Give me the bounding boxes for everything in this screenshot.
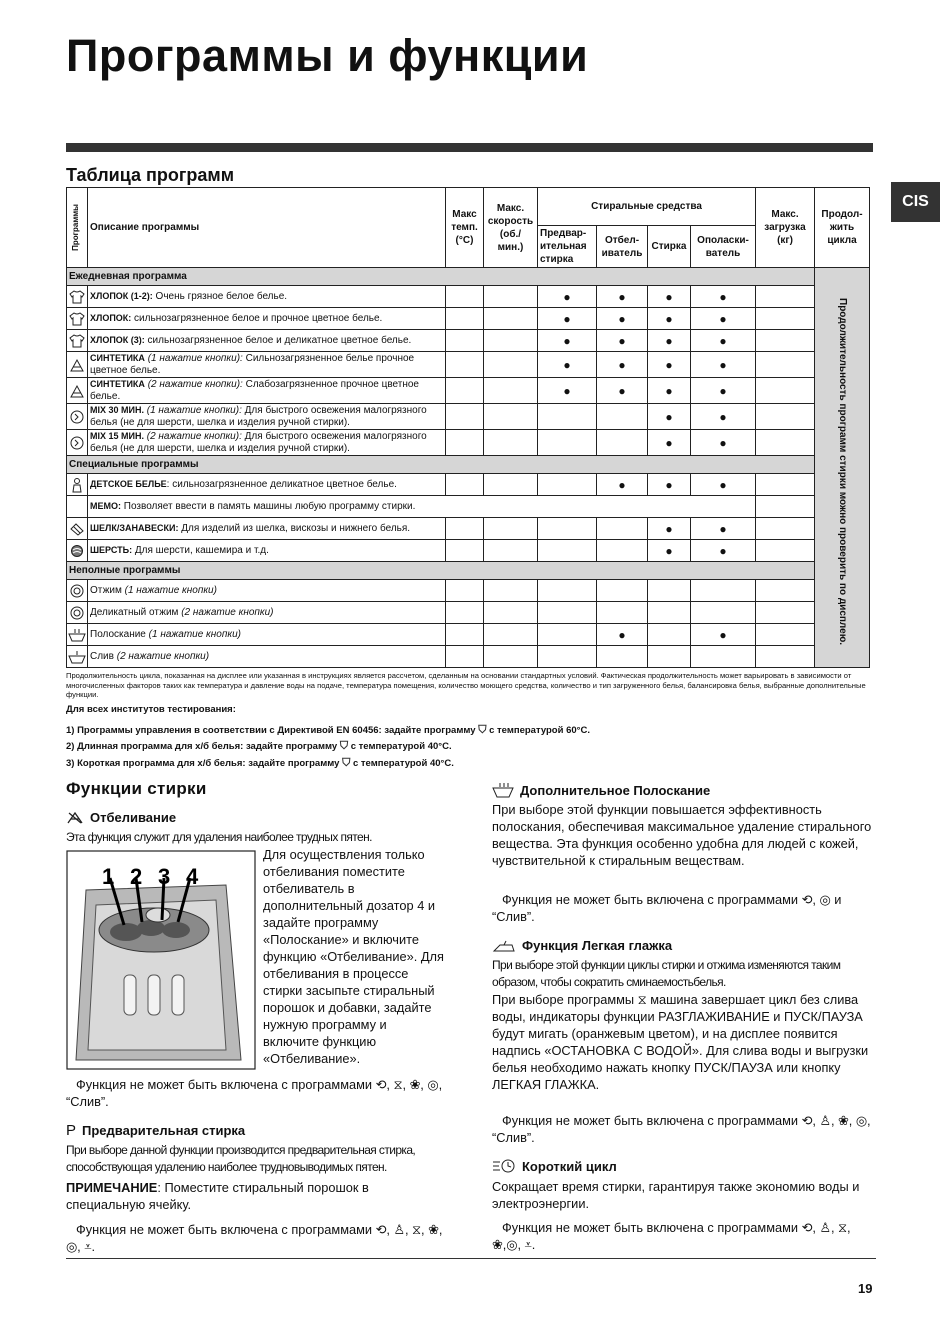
prewash-icon: P bbox=[66, 1122, 77, 1139]
wash-mark: ● bbox=[648, 330, 691, 352]
prewash-mark bbox=[538, 624, 597, 646]
test-item-3: 3) Короткая программа для х/б белья: задайте программу ⛉ с температурой 40°C. bbox=[66, 757, 454, 769]
softener-mark: ● bbox=[691, 330, 756, 352]
bleach-col-header: Отбел-иватель bbox=[597, 226, 648, 268]
easy-iron-restriction: Функция не может быть включена с программами ⟲, ♙, ❀, ◎, “Слив”. bbox=[492, 1113, 871, 1145]
shirt-icon: ⛉ bbox=[342, 757, 351, 769]
bleach-heading: Отбеливание bbox=[66, 810, 176, 825]
max-temp-cell bbox=[446, 646, 484, 668]
category-label: Неполные программы bbox=[67, 562, 815, 580]
wash-mark bbox=[648, 580, 691, 602]
extra-rinse-restriction: Функция не может быть включена с программами ⟲, ◎ и “Слив”. bbox=[492, 892, 842, 924]
softener-mark: ● bbox=[691, 430, 756, 456]
softener-mark: ● bbox=[691, 624, 756, 646]
program-description: MIX 30 МИН. (1 нажатие кнопки): Для быстрого освежения малогрязного белья (не для шерсти, шелка и изделия ручной стирки). bbox=[88, 404, 446, 430]
prewash-restriction: Функция не может быть включена с программами ⟲, ♙, ⧖, ❀, ◎, ⩡. bbox=[66, 1222, 443, 1254]
bleach-mark bbox=[597, 430, 648, 456]
softener-mark: ● bbox=[691, 474, 756, 496]
softener-mark bbox=[691, 602, 756, 624]
max-temp-col-header: Макс темп. (°С) bbox=[446, 188, 484, 268]
shirt-icon bbox=[67, 312, 87, 326]
program-row bbox=[67, 404, 870, 430]
max-temp-cell bbox=[446, 286, 484, 308]
program-icon-cell bbox=[67, 330, 88, 352]
description-col-header: Описание программы bbox=[88, 188, 446, 268]
dispenser-figure bbox=[66, 850, 256, 1070]
max-speed-cell bbox=[484, 330, 538, 352]
max-speed-cell bbox=[484, 646, 538, 668]
bleach-mark bbox=[597, 540, 648, 562]
softener-mark bbox=[691, 580, 756, 602]
wash-mark bbox=[648, 602, 691, 624]
max-load-cell bbox=[756, 352, 815, 378]
program-icons: ⟲, ⧖, ❀, ◎, “Слив”. bbox=[66, 1077, 443, 1109]
prewash-mark: ● bbox=[538, 378, 597, 404]
max-speed-cell bbox=[484, 474, 538, 496]
wash-mark: ● bbox=[648, 540, 691, 562]
dispenser-label-3: 3 bbox=[158, 864, 171, 889]
category-label: Специальные программы bbox=[67, 456, 815, 474]
dispenser-label-4: 4 bbox=[186, 864, 199, 889]
softener-mark: ● bbox=[691, 378, 756, 404]
max-load-cell bbox=[756, 602, 815, 624]
prewash-heading: P Предварительная стирка bbox=[66, 1122, 246, 1139]
prewash-mark bbox=[538, 518, 597, 540]
program-row bbox=[67, 518, 870, 540]
prewash-mark bbox=[538, 474, 597, 496]
max-temp-cell bbox=[446, 352, 484, 378]
max-speed-col-header: Макс. скорость (об./ мин.) bbox=[484, 188, 538, 268]
prewash-mark bbox=[538, 602, 597, 624]
program-description: ХЛОПОК: сильнозагрязненное белое и прочное цветное белье. bbox=[88, 308, 446, 330]
program-icons: ⟲, ♙, ⧖, ❀,◎, ⩡. bbox=[492, 1220, 851, 1252]
max-speed-cell bbox=[484, 602, 538, 624]
programs-col-header: Программы bbox=[67, 188, 88, 268]
rinse-icon bbox=[67, 628, 87, 642]
softener-mark: ● bbox=[691, 540, 756, 562]
prewash-mark bbox=[538, 646, 597, 668]
wash-col-header: Стирка bbox=[648, 226, 691, 268]
wash-mark: ● bbox=[648, 352, 691, 378]
program-row bbox=[67, 308, 870, 330]
softener-mark: ● bbox=[691, 352, 756, 378]
max-temp-cell bbox=[446, 540, 484, 562]
program-row bbox=[67, 474, 870, 496]
shirt-icon: ⛉ bbox=[339, 740, 349, 752]
max-temp-cell bbox=[446, 404, 484, 430]
program-table bbox=[66, 187, 870, 668]
detergents-col-header: Стиральные средства bbox=[538, 188, 756, 226]
max-load-cell bbox=[756, 286, 815, 308]
max-speed-cell bbox=[484, 378, 538, 404]
softener-mark: ● bbox=[691, 518, 756, 540]
short-cycle-heading: Короткий цикл bbox=[492, 1158, 617, 1174]
duration-col-header: Продол-жить цикла bbox=[815, 188, 870, 268]
program-description: Отжим (1 нажатие кнопки) bbox=[88, 580, 446, 602]
short-cycle-body: Сокращает время стирки, гарантируя также экономию воды и электроэнергии. bbox=[492, 1179, 860, 1211]
program-icons: ⟲, ◎ и “Слив”. bbox=[492, 892, 842, 924]
softener-mark bbox=[691, 646, 756, 668]
bleach-mark bbox=[597, 580, 648, 602]
program-row bbox=[67, 352, 870, 378]
wool-icon bbox=[67, 544, 87, 558]
extra-rinse-heading: Дополнительное Полоскание bbox=[492, 782, 710, 798]
prewash-mark bbox=[538, 404, 597, 430]
max-load-col-header: Макс. загрузка (кг) bbox=[756, 188, 815, 268]
program-icon-cell bbox=[67, 580, 88, 602]
region-tab: CIS bbox=[891, 182, 940, 222]
program-description: Деликатный отжим (2 нажатие кнопки) bbox=[88, 602, 446, 624]
prewash-mark: ● bbox=[538, 352, 597, 378]
program-icon-cell bbox=[67, 496, 88, 518]
silk-icon bbox=[67, 522, 87, 536]
bleach-mark: ● bbox=[597, 286, 648, 308]
wash-mark: ● bbox=[648, 404, 691, 430]
program-row bbox=[67, 580, 870, 602]
title-rule bbox=[66, 143, 873, 152]
bleach-restriction: Функция не может быть включена с программами ⟲, ⧖, ❀, ◎, “Слив”. bbox=[66, 1077, 443, 1109]
max-speed-cell bbox=[484, 286, 538, 308]
program-description: ХЛОПОК (3): сильнозагрязненное белое и деликатное цветное белье. bbox=[88, 330, 446, 352]
prewash-col-header: Предвар-ительная стирка bbox=[538, 226, 597, 268]
program-icon-cell bbox=[67, 474, 88, 496]
max-temp-cell bbox=[446, 624, 484, 646]
program-icon-cell bbox=[67, 286, 88, 308]
program-icon-cell bbox=[67, 646, 88, 668]
table-heading: Таблица программ bbox=[66, 165, 235, 185]
max-load-cell bbox=[756, 378, 815, 404]
program-row bbox=[67, 430, 870, 456]
softener-mark: ● bbox=[691, 308, 756, 330]
bleach-mark bbox=[597, 404, 648, 430]
wash-mark: ● bbox=[648, 430, 691, 456]
softener-mark: ● bbox=[691, 286, 756, 308]
bleach-body: Для осуществления только отбеливания поместите отбеливатель в дополнительный дозатор 4 и задайте программу «Полоскание» и включите функцию «Отбеливание». Для отбеливания в процессе стирки засыпьте стиральный порошок и добавки, задайте нужную программу и включите функцию «Отбеливание». bbox=[263, 847, 444, 1066]
duration-footnote: Продолжительность цикла, показанная на дисплее или указанная в инструкциях является рассчетом, сделанным на основании стандартных условий. Фактическая продолжительность может варьировать в зависимости от многочисленных факторов таких как температура и давление воды на подаче, температура помещения, количество моющего средства, количество и тип загруженного белья, балансировка белья, выбранные дополнительные функции. bbox=[66, 671, 866, 699]
wash-mark: ● bbox=[648, 378, 691, 404]
easy-iron-heading: Функция Легкая глажка bbox=[492, 938, 672, 953]
bleach-intro: Эта функция служит для удаления наиболее трудных пятен. bbox=[66, 830, 372, 844]
program-row bbox=[67, 624, 870, 646]
max-temp-cell bbox=[446, 378, 484, 404]
bleach-mark: ● bbox=[597, 378, 648, 404]
max-speed-cell bbox=[484, 580, 538, 602]
duration-note: Продолжительность программ стирки можно проверить по дисплею. bbox=[837, 298, 848, 646]
max-temp-cell bbox=[446, 518, 484, 540]
max-load-cell bbox=[756, 430, 815, 456]
shirt-icon: ⛉ bbox=[478, 724, 487, 736]
program-row bbox=[67, 540, 870, 562]
max-speed-cell bbox=[484, 404, 538, 430]
wash-mark bbox=[648, 624, 691, 646]
max-load-cell bbox=[756, 518, 815, 540]
short-cycle-restriction: Функция не может быть включена с программами ⟲, ♙, ⧖, ❀,◎, ⩡. bbox=[492, 1220, 851, 1252]
page-title: Программы и функции bbox=[66, 30, 589, 81]
program-description: ДЕТСКОЕ БЕЛЬЕ: сильнозагрязненное деликатное цветное белье. bbox=[88, 474, 446, 496]
baby-icon bbox=[67, 477, 87, 493]
bleach-mark: ● bbox=[597, 352, 648, 378]
dispenser-label-1: 1 bbox=[102, 864, 115, 889]
program-icons: ⟲, ♙, ⧖, ❀, ◎, ⩡. bbox=[66, 1222, 443, 1254]
max-load-cell bbox=[756, 404, 815, 430]
softener-col-header: Ополаски-ватель bbox=[691, 226, 756, 268]
mix-icon bbox=[67, 436, 87, 450]
max-load-cell bbox=[756, 496, 815, 518]
program-row bbox=[67, 286, 870, 308]
max-load-cell bbox=[756, 540, 815, 562]
extra-rinse-body: При выборе этой функции повышается эффективность полоскания, обеспечивая максимальное удаление стирального вещества. Эта функция особенно удобна для людей с кожей, чувствительной к стиральным веществам. bbox=[492, 802, 872, 868]
test-item-1: 1) Программы управления в соответствии с Директивой EN 60456: задайте программу ⛉ с температурой 60°C. bbox=[66, 724, 590, 736]
program-icon-cell bbox=[67, 540, 88, 562]
program-description: Полоскание (1 нажатие кнопки) bbox=[88, 624, 446, 646]
max-speed-cell bbox=[484, 518, 538, 540]
category-label: Ежедневная программа bbox=[67, 268, 815, 286]
program-icon-cell bbox=[67, 430, 88, 456]
prewash-mark bbox=[538, 540, 597, 562]
program-description: ШЕРСТЬ: Для шерсти, кашемира и т.д. bbox=[88, 540, 446, 562]
program-icon-cell bbox=[67, 624, 88, 646]
easy-iron-body-2: При выборе программы ⧖ машина завершает цикл без слива воды, индикаторы функции РАЗГЛАЖИВАНИЕ и ПУСК/ПАУЗА будут мигать (оранжевым цветом), и на дисплее появится надпись «ОСТАНОВКА С ВОДОЙ». Для слива воды и выгрузки белья необходимо нажать кнопку ПУСК/ПАУЗА или кнопку ЛЕГКАЯ ГЛАЖКА. bbox=[492, 992, 869, 1092]
program-description: MIX 15 МИН. (2 нажатие кнопки): Для быстрого освежения малогрязного белья (не для шерсти, шелка и изделия ручной стирки). bbox=[88, 430, 446, 456]
easy-iron-body-1: При выборе этой функции циклы стирки и отжима изменяются таким образом, чтобы сократить сминаемостьбелья. bbox=[492, 958, 841, 989]
bleach-mark: ● bbox=[597, 308, 648, 330]
bleach-icon bbox=[66, 811, 84, 825]
prewash-mark: ● bbox=[538, 286, 597, 308]
max-speed-cell bbox=[484, 540, 538, 562]
synthetic-icon bbox=[67, 384, 87, 398]
page-number: 19 bbox=[858, 1281, 873, 1296]
program-row bbox=[67, 646, 870, 668]
extra-rinse-icon bbox=[492, 782, 514, 798]
bleach-mark: ● bbox=[597, 474, 648, 496]
max-speed-cell bbox=[484, 352, 538, 378]
max-temp-cell bbox=[446, 602, 484, 624]
wash-mark: ● bbox=[648, 308, 691, 330]
max-load-cell bbox=[756, 308, 815, 330]
max-temp-cell bbox=[446, 474, 484, 496]
max-speed-cell bbox=[484, 430, 538, 456]
drain-icon bbox=[67, 650, 87, 664]
bleach-mark bbox=[597, 518, 648, 540]
spin-icon bbox=[67, 606, 87, 620]
table-category-row bbox=[67, 268, 870, 286]
program-description: ШЕЛК/ЗАНАВЕСКИ: Для изделий из шелка, вискозы и нижнего белья. bbox=[88, 518, 446, 540]
dispenser-label-2: 2 bbox=[130, 864, 143, 889]
wash-mark bbox=[648, 646, 691, 668]
shirt-icon bbox=[67, 334, 87, 348]
table-category-row bbox=[67, 562, 870, 580]
synthetic-icon bbox=[67, 358, 87, 372]
bleach-mark: ● bbox=[597, 624, 648, 646]
program-icon-cell bbox=[67, 378, 88, 404]
program-icon-cell bbox=[67, 352, 88, 378]
functions-heading: Функции стирки bbox=[66, 779, 207, 798]
softener-mark: ● bbox=[691, 404, 756, 430]
max-load-cell bbox=[756, 580, 815, 602]
program-description: Слив (2 нажатие кнопки) bbox=[88, 646, 446, 668]
program-row bbox=[67, 330, 870, 352]
program-icon-cell bbox=[67, 518, 88, 540]
max-temp-cell bbox=[446, 308, 484, 330]
max-load-cell bbox=[756, 646, 815, 668]
program-description: СИНТЕТИКА (2 нажатие кнопки): Слабозагрязненное прочное цветное белье. bbox=[88, 378, 446, 404]
iron-icon bbox=[492, 940, 516, 952]
wash-mark: ● bbox=[648, 286, 691, 308]
max-temp-cell bbox=[446, 580, 484, 602]
max-temp-cell bbox=[446, 430, 484, 456]
max-load-cell bbox=[756, 474, 815, 496]
program-description: МЕМО: Позволяет ввести в память машины любую программу стирки. bbox=[88, 496, 756, 518]
prewash-mark: ● bbox=[538, 308, 597, 330]
footer-rule bbox=[66, 1258, 876, 1259]
wash-mark: ● bbox=[648, 474, 691, 496]
prewash-mark: ● bbox=[538, 330, 597, 352]
program-icon-cell bbox=[67, 308, 88, 330]
program-row bbox=[67, 496, 870, 518]
bleach-mark: ● bbox=[597, 330, 648, 352]
bleach-mark bbox=[597, 646, 648, 668]
short-cycle-icon bbox=[492, 1158, 516, 1174]
prewash-note: ПРИМЕЧАНИЕ: Поместите стиральный порошок в специальную ячейку. bbox=[66, 1180, 369, 1212]
shirt-icon bbox=[67, 290, 87, 304]
program-icon-cell bbox=[67, 404, 88, 430]
program-icons: ⟲, ♙, ❀, ◎, “Слив”. bbox=[492, 1113, 871, 1145]
bleach-mark bbox=[597, 602, 648, 624]
mix-icon bbox=[67, 410, 87, 424]
max-speed-cell bbox=[484, 308, 538, 330]
duration-column-cell bbox=[815, 268, 870, 668]
prewash-mark bbox=[538, 430, 597, 456]
program-row bbox=[67, 602, 870, 624]
prewash-mark bbox=[538, 580, 597, 602]
program-icon-cell bbox=[67, 602, 88, 624]
test-item-2: 2) Длинная программа для х/б белья: задайте программу ⛉ с температурой 40°C. bbox=[66, 740, 452, 752]
max-load-cell bbox=[756, 330, 815, 352]
max-speed-cell bbox=[484, 624, 538, 646]
table-category-row bbox=[67, 456, 870, 474]
max-load-cell bbox=[756, 624, 815, 646]
program-row bbox=[67, 378, 870, 404]
test-institutes-heading: Для всех институтов тестирования: bbox=[66, 704, 236, 715]
program-description: СИНТЕТИКА (1 нажатие кнопки): Сильнозагрязненное белье прочное цветное белье. bbox=[88, 352, 446, 378]
prewash-body: При выборе данной функции производится предварительная стирка, способствующая удалению наиболее трудновыводимых пятен. bbox=[66, 1143, 416, 1174]
spin-icon bbox=[67, 584, 87, 598]
max-temp-cell bbox=[446, 330, 484, 352]
program-description: ХЛОПОК (1-2): Очень грязное белое белье. bbox=[88, 286, 446, 308]
wash-mark: ● bbox=[648, 518, 691, 540]
